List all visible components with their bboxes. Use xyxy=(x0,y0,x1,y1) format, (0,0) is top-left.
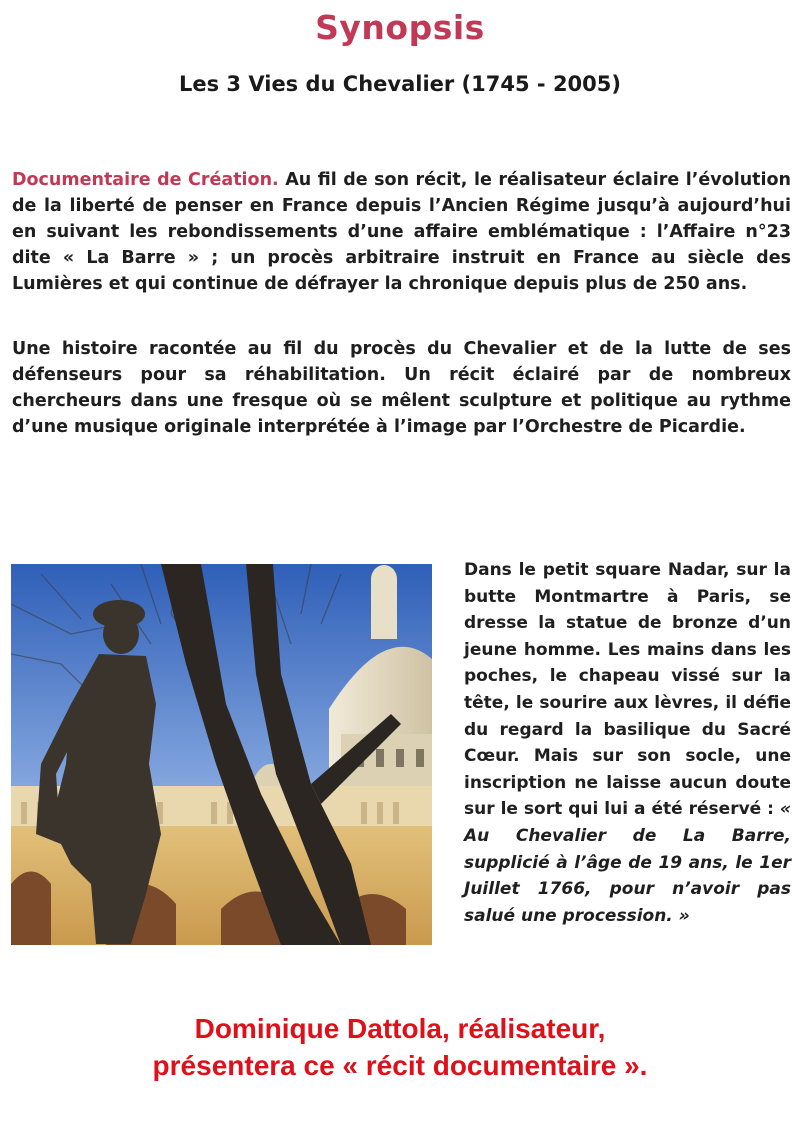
paragraph-lead: Documentaire de Création. xyxy=(12,170,279,190)
synopsis-paragraph-1 xyxy=(12,167,791,297)
director-credit xyxy=(0,1010,800,1084)
page-title: Synopsis xyxy=(315,8,485,47)
synopsis-paragraph-2: Une histoire racontée au fil du procès du Chevalier et de la lutte de ses défenseurs pour sa réhabilitation. Un récit éclairé par de nombreux chercheurs dans une fresque où se mêlent sculpture et politique au rythme d’une musique originale interprétée à l’image par l’Orchestre de Picardie. xyxy=(12,339,791,437)
credit-line-2: présentera ce « récit documentaire ». xyxy=(152,1050,648,1081)
statue-photo xyxy=(11,564,432,945)
caption-quote: « Au Chevalier de La Barre, supplicié à l’âge de 19 ans, le 1er Juillet 1766, pour n’avoir pas salué une procession. » xyxy=(464,799,791,926)
caption-text: Dans le petit square Nadar, sur la butte Montmartre à Paris, se dresse la statue de bronze d’un jeune homme. Les mains dans les poches, le chapeau vissé sur la tête, le sourire aux lèvres, il défie du regard la basilique du Sacré Cœur. Mais sur son socle, une inscription ne laisse aucun doute sur le sort qui lui a été réservé : xyxy=(464,560,791,820)
paragraph-body: Au fil de son récit, le réalisateur éclaire l’évolution de la liberté de penser en France depuis l’Ancien Régime jusqu’à aujourd’hui en suivant les rebondissements d’une affaire emblématique : l’Affaire n°23 dite « La Barre » ; un procès arbitraire instruit en France au siècle des Lumières et qui continue de défrayer la chronique depuis plus de 250 ans. xyxy=(12,170,792,294)
credit-line-1: Dominique Dattola, réalisateur, xyxy=(194,1013,606,1044)
page-subtitle: Les 3 Vies du Chevalier (1745 - 2005) xyxy=(179,72,621,96)
photo-caption xyxy=(464,557,791,929)
